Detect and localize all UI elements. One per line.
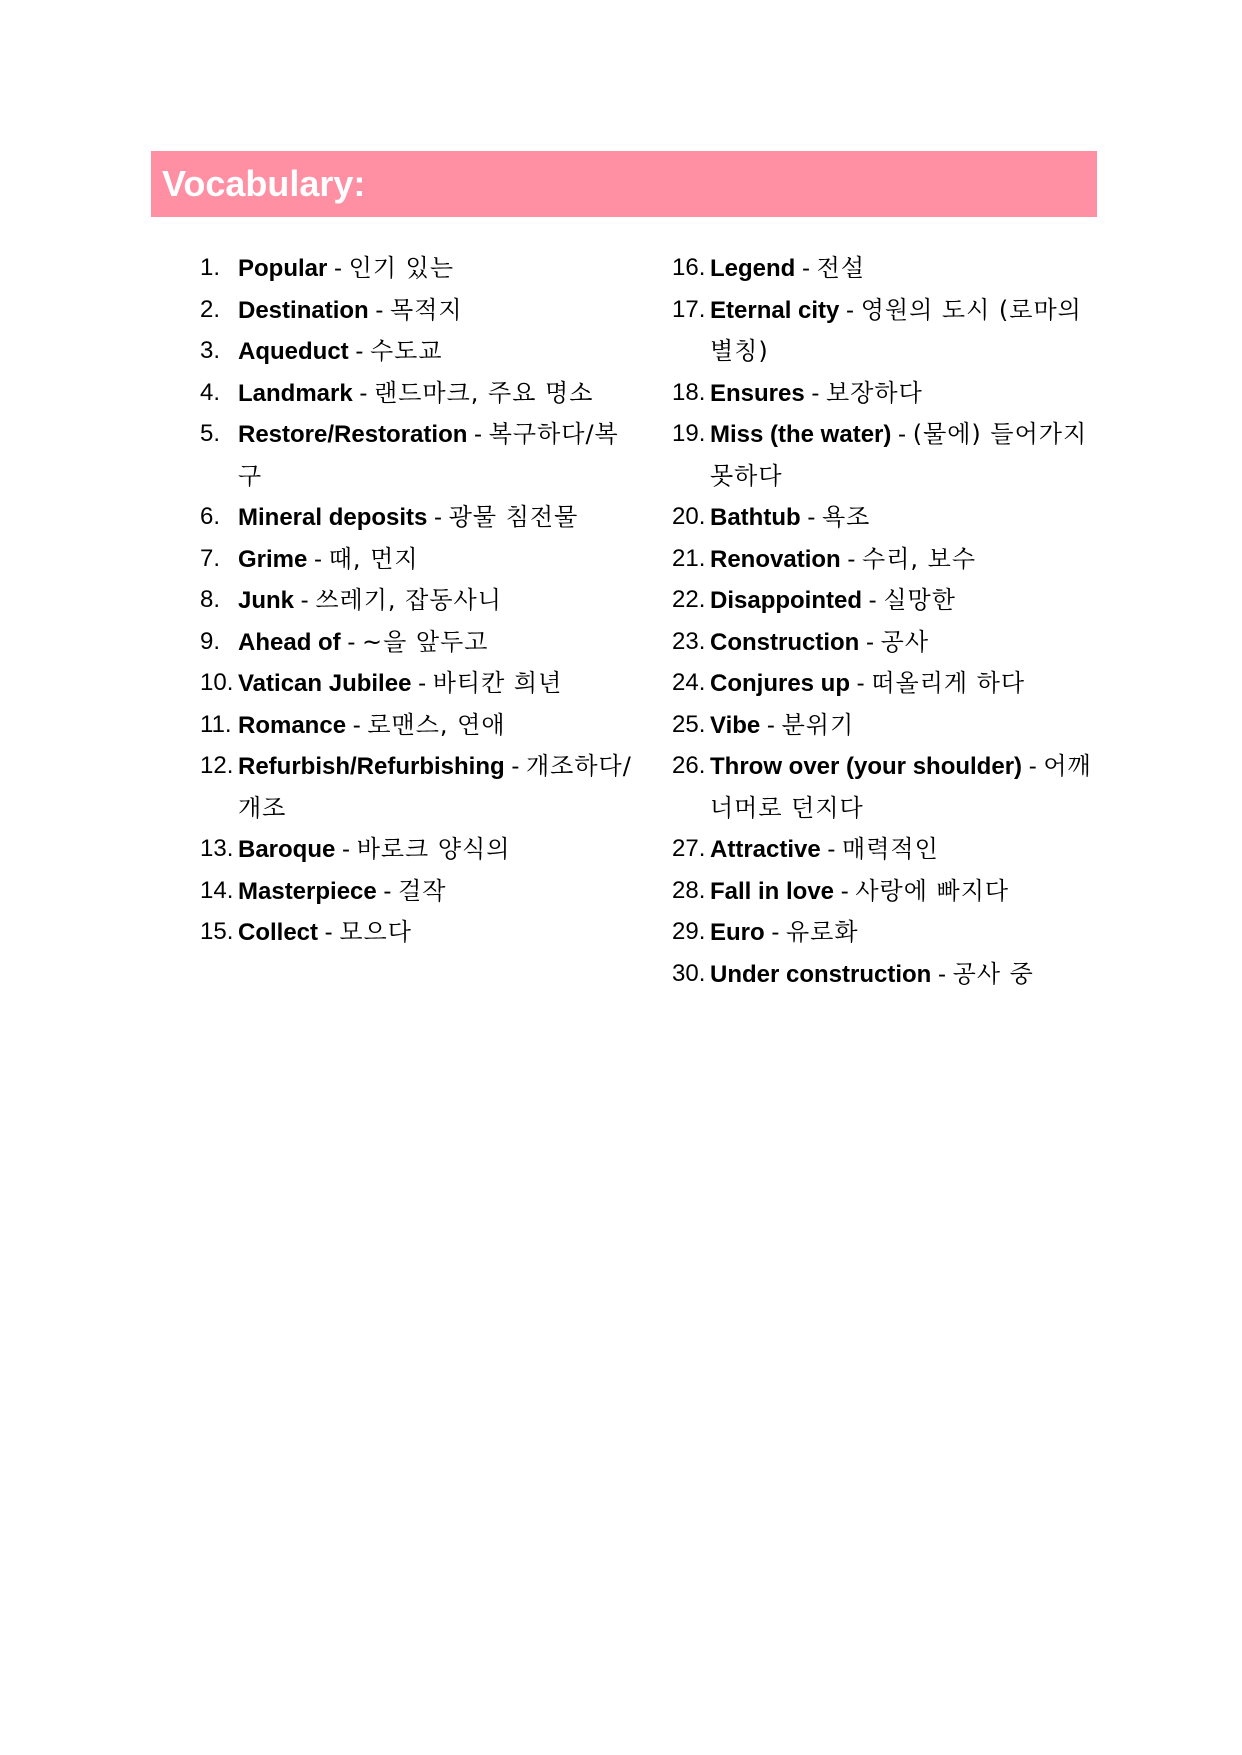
korean-meaning: 사랑에 빠지다 — [855, 876, 1010, 905]
item-number: 1. — [200, 254, 221, 281]
vocabulary-term: Under construction — [710, 960, 932, 988]
item-body — [238, 580, 640, 622]
item-number: 18. — [672, 378, 706, 406]
item-number: 11. — [200, 710, 232, 738]
item-body — [238, 705, 640, 747]
korean-meaning: 걸작 — [398, 876, 447, 905]
item-number: 22. — [672, 586, 706, 613]
term-separator: - — [800, 504, 822, 531]
item-number: 16. — [672, 254, 706, 281]
item-body — [710, 248, 1092, 290]
item-body — [238, 746, 640, 829]
vocabulary-item — [200, 705, 640, 747]
item-number: 8. — [200, 586, 221, 613]
vocabulary-term: Masterpiece — [238, 877, 377, 905]
korean-meaning: 욕조 — [821, 503, 871, 531]
vocabulary-term: Collect — [238, 919, 319, 946]
vocabulary-term: Fall in love — [710, 877, 835, 905]
term-separator: - — [859, 628, 881, 656]
vocabulary-item — [672, 912, 1092, 954]
item-number: 24. — [672, 669, 706, 696]
term-separator: - — [804, 379, 827, 407]
term-separator: - — [839, 296, 861, 324]
item-body — [238, 539, 640, 581]
item-number: 7. — [200, 544, 221, 572]
vocabulary-term: Euro — [710, 919, 765, 946]
vocabulary-list-right — [672, 248, 1092, 995]
korean-meaning: 때, 먼지 — [328, 544, 419, 573]
vocabulary-item — [200, 912, 640, 954]
korean-meaning: 수리, 보수 — [862, 544, 977, 573]
term-separator: - — [411, 670, 433, 697]
vocabulary-term: Popular — [238, 255, 328, 282]
vocabulary-term: Ensures — [710, 379, 805, 407]
item-body — [238, 622, 640, 664]
page-title: Vocabulary: — [162, 163, 366, 204]
vocabulary-item — [200, 414, 640, 497]
item-body — [710, 373, 1092, 415]
item-number: 23. — [672, 627, 706, 655]
vocabulary-term: Grime — [238, 545, 308, 573]
item-number: 21. — [672, 544, 706, 572]
term-separator: - — [348, 338, 370, 365]
term-separator: - — [840, 545, 863, 573]
term-separator: - — [760, 711, 782, 739]
vocabulary-item — [672, 414, 1092, 497]
vocabulary-item — [200, 248, 640, 290]
vocabulary-term: Mineral deposits — [238, 504, 428, 531]
term-separator: - — [427, 504, 449, 531]
item-body — [238, 663, 640, 705]
vocabulary-term: Miss (the water) — [710, 421, 892, 448]
vocabulary-item — [672, 954, 1092, 996]
vocabulary-term: Junk — [238, 587, 295, 614]
vocabulary-item — [672, 871, 1092, 913]
term-separator: - — [340, 628, 362, 656]
item-number: 20. — [672, 503, 706, 530]
term-separator: - — [352, 379, 375, 407]
vocabulary-term: Vatican Jubilee — [238, 670, 412, 697]
item-number: 14. — [200, 876, 234, 904]
vocabulary-term: Refurbish/Refurbishing — [238, 753, 505, 780]
vocabulary-item — [200, 373, 640, 415]
vocabulary-item — [200, 829, 640, 871]
korean-meaning: 목적지 — [390, 295, 463, 324]
term-separator: - — [834, 877, 856, 905]
vocabulary-item — [200, 497, 640, 539]
korean-meaning: 실망한 — [883, 586, 956, 614]
term-separator: - — [795, 255, 817, 282]
vocabulary-term: Restore/Restoration — [238, 421, 468, 448]
vocabulary-item — [672, 663, 1092, 705]
item-body — [710, 580, 1092, 622]
korean-meaning: 인기 있는 — [348, 254, 455, 282]
item-number: 9. — [200, 627, 221, 655]
item-body — [710, 497, 1092, 539]
vocabulary-term: Disappointed — [710, 587, 863, 614]
item-number: 4. — [200, 378, 221, 406]
korean-meaning: 분위기 — [781, 710, 855, 739]
item-body — [238, 871, 640, 913]
item-body — [238, 829, 640, 871]
item-number: 27. — [672, 835, 706, 862]
term-separator: - — [764, 919, 786, 946]
term-separator: - — [820, 836, 843, 863]
vocabulary-item — [672, 829, 1092, 871]
vocabulary-item — [200, 290, 640, 332]
item-body — [238, 248, 640, 290]
vocabulary-item — [672, 622, 1092, 664]
item-number: 2. — [200, 295, 221, 323]
item-number: 19. — [672, 420, 706, 447]
vocabulary-item — [672, 539, 1092, 581]
item-body — [710, 829, 1092, 871]
item-body — [710, 871, 1092, 913]
vocabulary-item — [200, 622, 640, 664]
vocabulary-item — [200, 746, 640, 829]
korean-meaning: 보장하다 — [826, 378, 923, 407]
item-number: 29. — [672, 918, 706, 945]
term-separator: - — [891, 421, 913, 448]
term-separator: - — [850, 670, 872, 697]
korean-meaning: 공사 중 — [952, 959, 1034, 988]
term-separator: - — [294, 587, 316, 614]
item-body — [710, 622, 1092, 664]
term-separator: - — [335, 836, 357, 863]
vocabulary-item — [672, 497, 1092, 539]
term-separator: - — [467, 421, 489, 448]
term-separator: - — [368, 296, 391, 324]
vocabulary-term: Vibe — [710, 711, 761, 739]
vocabulary-term: Ahead of — [238, 628, 341, 656]
korean-meaning: 수도교 — [370, 337, 443, 365]
term-separator: - — [862, 587, 884, 614]
korean-meaning: 공사 — [880, 627, 930, 656]
item-body — [710, 912, 1092, 954]
vocabulary-header — [151, 151, 1097, 217]
korean-meaning: ~을 앞두고 — [362, 627, 489, 656]
item-number: 26. — [672, 752, 706, 779]
korean-meaning: 유로화 — [786, 918, 859, 946]
vocabulary-term: Legend — [710, 255, 796, 282]
korean-meaning: 전설 — [816, 254, 866, 282]
vocabulary-item — [672, 746, 1092, 829]
item-number: 6. — [200, 503, 221, 530]
vocabulary-item — [200, 580, 640, 622]
vocabulary-item — [200, 331, 640, 373]
item-body — [238, 497, 640, 539]
vocabulary-term: Conjures up — [710, 670, 851, 697]
korean-meaning: 바로크 양식의 — [356, 835, 511, 863]
vocabulary-item — [672, 705, 1092, 747]
vocabulary-term: Destination — [238, 296, 369, 324]
item-body — [710, 663, 1092, 705]
korean-meaning: 매력적인 — [842, 835, 939, 863]
vocabulary-item — [672, 373, 1092, 415]
item-number: 28. — [672, 876, 706, 904]
vocabulary-list-left — [200, 248, 640, 954]
vocabulary-term: Eternal city — [710, 296, 840, 324]
item-body — [238, 373, 640, 415]
item-body — [710, 539, 1092, 581]
korean-meaning: 로맨스, 연애 — [367, 710, 506, 739]
item-number: 3. — [200, 337, 221, 364]
vocabulary-term: Renovation — [710, 545, 841, 573]
vocabulary-term: Construction — [710, 628, 860, 656]
item-number: 5. — [200, 420, 221, 447]
item-body — [710, 290, 1092, 373]
korean-meaning: 개조하다/개조 — [238, 752, 632, 822]
term-separator: - — [1022, 753, 1044, 780]
item-body — [710, 746, 1092, 829]
korean-meaning: 모으다 — [339, 918, 412, 946]
korean-meaning: 떠올리게 하다 — [871, 669, 1026, 697]
item-body — [710, 705, 1092, 747]
item-number: 17. — [672, 295, 706, 323]
item-body — [238, 912, 640, 954]
vocabulary-term: Aqueduct — [238, 338, 349, 365]
vocabulary-term: Throw over (your shoulder) — [710, 753, 1023, 780]
vocabulary-item — [672, 290, 1092, 373]
item-body — [238, 290, 640, 332]
vocabulary-term: Bathtub — [710, 504, 801, 531]
vocabulary-item — [200, 871, 640, 913]
item-body — [238, 331, 640, 373]
item-number: 10. — [200, 669, 234, 696]
vocabulary-term: Baroque — [238, 836, 336, 863]
item-number: 25. — [672, 710, 706, 738]
korean-meaning: 광물 침전물 — [448, 503, 579, 531]
term-separator: - — [376, 877, 399, 905]
korean-meaning: 복구하다/복구 — [238, 420, 619, 490]
term-separator: - — [307, 545, 329, 573]
term-separator: - — [318, 919, 340, 946]
item-body — [710, 414, 1092, 497]
vocabulary-item — [672, 248, 1092, 290]
item-body — [238, 414, 640, 497]
korean-meaning: 어깨 너머로 던지다 — [710, 752, 1092, 822]
term-separator: - — [504, 753, 526, 780]
vocabulary-item — [200, 539, 640, 581]
vocabulary-item — [200, 663, 640, 705]
item-number: 13. — [200, 835, 234, 862]
item-number: 12. — [200, 752, 234, 779]
vocabulary-term: Attractive — [710, 836, 821, 863]
vocabulary-item — [672, 580, 1092, 622]
korean-meaning: (물에) 들어가지 못하다 — [710, 420, 1088, 490]
term-separator: - — [327, 255, 349, 282]
item-number: 30. — [672, 959, 706, 987]
korean-meaning: 바티칸 희년 — [432, 669, 563, 697]
item-number: 15. — [200, 918, 234, 945]
item-body — [710, 954, 1092, 996]
vocabulary-term: Romance — [238, 711, 347, 739]
vocabulary-term: Landmark — [238, 379, 353, 407]
korean-meaning: 쓰레기, 잡동사니 — [315, 586, 502, 614]
term-separator: - — [346, 711, 368, 739]
korean-meaning: 영원의 도시 (로마의 별칭) — [710, 295, 1082, 365]
term-separator: - — [931, 960, 953, 988]
korean-meaning: 랜드마크, 주요 명소 — [374, 378, 594, 407]
